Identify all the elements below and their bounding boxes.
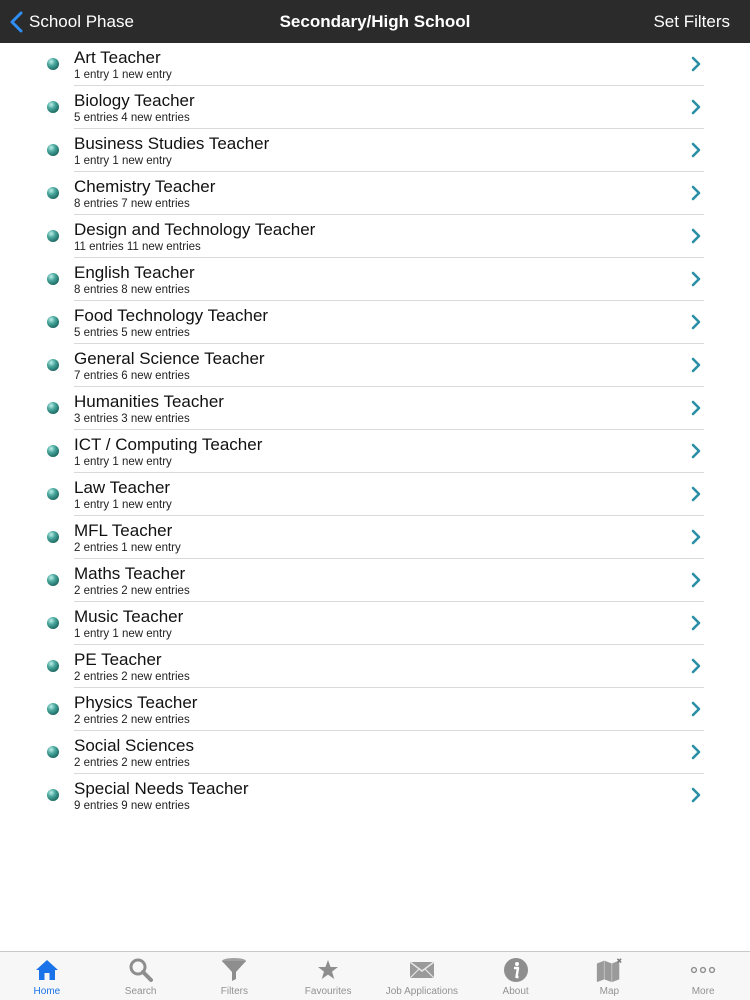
bullet-icon [47,617,59,629]
chevron-right-icon [690,658,702,679]
list-item-subtitle: 1 entry 1 new entry [74,69,172,81]
list-item-subtitle: 2 entries 2 new entries [74,671,190,683]
list-item-subtitle: 1 entry 1 new entry [74,456,172,468]
tab-map[interactable] [563,952,657,1000]
set-filters-button[interactable]: Set Filters [653,12,730,31]
list-item-subtitle: 3 entries 3 new entries [74,413,190,425]
search-icon [127,956,155,984]
job-category-list [0,43,750,817]
bullet-icon [47,187,59,199]
list-item[interactable] [0,516,750,559]
list-item[interactable] [0,43,750,86]
list-item-title: Business Studies Teacher [74,134,270,153]
bullet-icon [47,488,59,500]
list-item-subtitle: 1 entry 1 new entry [74,499,172,511]
list-item-title: MFL Teacher [74,521,173,540]
tab-more[interactable] [656,952,750,1000]
envelope-icon [408,956,436,984]
list-item-subtitle: 1 entry 1 new entry [74,628,172,640]
chevron-left-icon [10,11,23,33]
list-item[interactable] [0,602,750,645]
chevron-right-icon [690,701,702,722]
list-item-title: Law Teacher [74,478,171,497]
star-icon [314,956,342,984]
bullet-icon [47,58,59,70]
list-item-title: Physics Teacher [74,693,198,712]
bullet-icon [47,101,59,113]
list-item-title: Maths Teacher [74,564,186,583]
list-item-title: Biology Teacher [74,91,195,110]
more-icon [689,956,717,984]
list-item[interactable] [0,387,750,430]
list-item[interactable] [0,645,750,688]
chevron-right-icon [690,99,702,120]
list-item-title: Food Technology Teacher [74,306,269,325]
chevron-right-icon [690,486,702,507]
tab-favourites[interactable] [281,952,375,1000]
list-item[interactable] [0,688,750,731]
tab-home[interactable] [0,952,94,1000]
list-item[interactable] [0,215,750,258]
list-item-subtitle: 2 entries 1 new entry [74,542,181,554]
map-icon [595,956,623,984]
list-item-title: Chemistry Teacher [74,177,216,196]
bullet-icon [47,703,59,715]
bullet-icon [47,144,59,156]
chevron-right-icon [690,400,702,421]
chevron-right-icon [690,787,702,808]
bullet-icon [47,230,59,242]
list-item[interactable] [0,473,750,516]
bullet-icon [47,574,59,586]
list-item-subtitle: 1 entry 1 new entry [74,155,172,167]
home-icon [33,956,61,984]
chevron-right-icon [690,744,702,765]
list-item[interactable] [0,301,750,344]
list-item[interactable] [0,731,750,774]
list-item-title: Humanities Teacher [74,392,224,411]
bullet-icon [47,746,59,758]
list-item-title: General Science Teacher [74,349,265,368]
list-item[interactable] [0,430,750,473]
tab-label: Job Applications [385,986,459,997]
list-item[interactable] [0,129,750,172]
list-item-title: ICT / Computing Teacher [74,435,263,454]
list-item-subtitle: 2 entries 2 new entries [74,585,190,597]
list-item-subtitle: 2 entries 2 new entries [74,714,190,726]
list-item-subtitle: 5 entries 4 new entries [74,112,190,124]
list-item[interactable] [0,559,750,602]
tab-label: About [502,986,529,997]
tab-label: Home [33,986,61,997]
list-item-title: Special Needs Teacher [74,779,249,798]
list-item-subtitle: 5 entries 5 new entries [74,327,190,339]
chevron-right-icon [690,443,702,464]
tab-label: More [691,986,715,997]
info-icon [502,956,530,984]
list-item[interactable] [0,258,750,301]
chevron-right-icon [690,572,702,593]
back-button[interactable] [10,0,134,43]
chevron-right-icon [690,357,702,378]
list-item-title: Art Teacher [74,48,161,67]
list-item[interactable] [0,774,750,817]
list-item-subtitle: 8 entries 8 new entries [74,284,190,296]
bullet-icon [47,316,59,328]
tab-label: Map [599,986,620,997]
list-item-subtitle: 7 entries 6 new entries [74,370,190,382]
list-item-title: Design and Technology Teacher [74,220,316,239]
tab-search[interactable] [94,952,188,1000]
list-item-subtitle: 9 entries 9 new entries [74,800,190,812]
tab-label: Filters [220,986,248,997]
chevron-right-icon [690,185,702,206]
chevron-right-icon [690,228,702,249]
bullet-icon [47,273,59,285]
page-title: Secondary/High School [279,12,471,31]
list-item-title: Social Sciences [74,736,195,755]
list-item-title: English Teacher [74,263,195,282]
tab-bar [0,951,750,1000]
chevron-right-icon [690,56,702,77]
chevron-right-icon [690,529,702,550]
chevron-right-icon [690,615,702,636]
bullet-icon [47,531,59,543]
list-item[interactable] [0,344,750,387]
tab-label: Search [124,986,157,997]
bullet-icon [47,402,59,414]
bullet-icon [47,445,59,457]
filter-icon [220,956,248,984]
list-item-subtitle: 8 entries 7 new entries [74,198,190,210]
chevron-right-icon [690,142,702,163]
list-item-title: PE Teacher [74,650,162,669]
navigation-bar [0,0,750,43]
bullet-icon [47,359,59,371]
list-item-title: Music Teacher [74,607,184,626]
list-item[interactable] [0,86,750,129]
tab-label: Favourites [304,986,352,997]
list-item-subtitle: 2 entries 2 new entries [74,757,190,769]
tab-about[interactable] [469,952,563,1000]
bullet-icon [47,660,59,672]
list-item-subtitle: 11 entries 11 new entries [74,241,201,253]
chevron-right-icon [690,314,702,335]
bullet-icon [47,789,59,801]
list-item[interactable] [0,172,750,215]
tab-job-applications[interactable] [375,952,469,1000]
chevron-right-icon [690,271,702,292]
back-button-label: School Phase [29,11,134,31]
tab-filters[interactable] [188,952,282,1000]
